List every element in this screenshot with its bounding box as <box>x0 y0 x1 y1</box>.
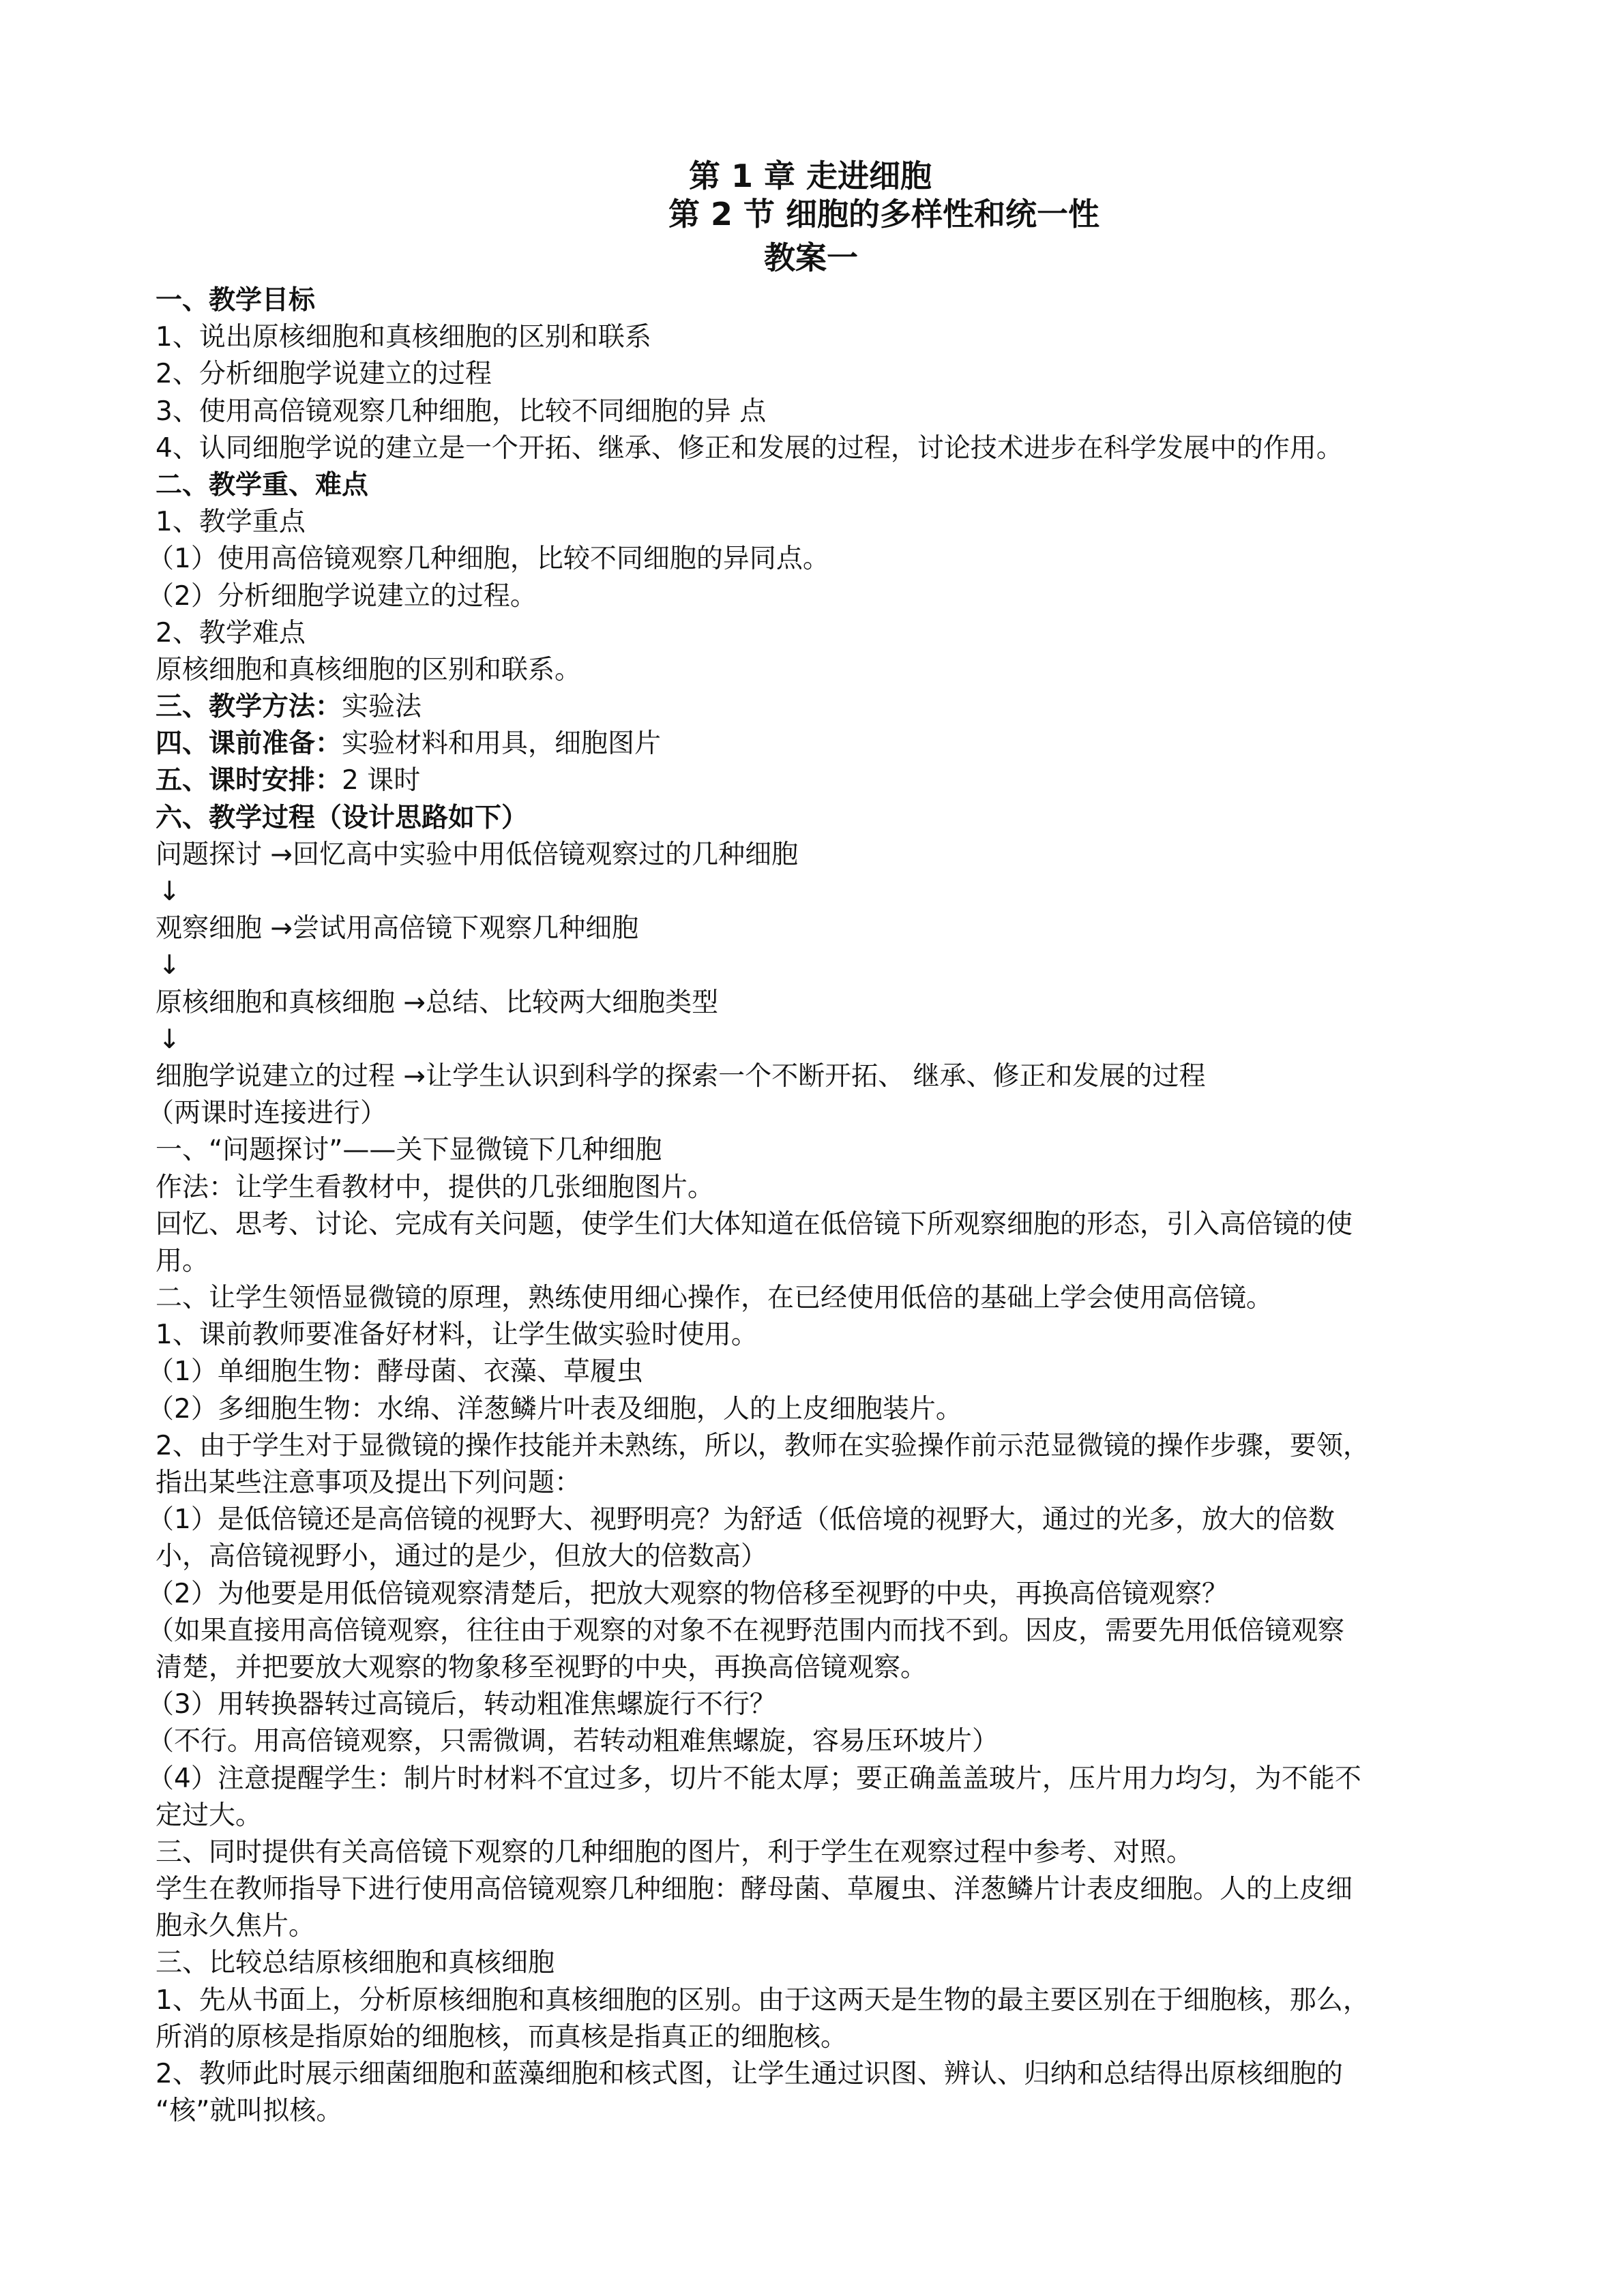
paragraph: 用。 <box>156 1245 209 1277</box>
document-body <box>147 282 1472 2130</box>
arrow-down-icon: ↓ <box>158 1024 181 1055</box>
goal-item: 3、使用高倍镜观察几种细胞，比较不同细胞的异 点 <box>156 396 767 427</box>
question: 定过大。 <box>156 1800 263 1831</box>
schedule-label: 五、课时安排： <box>156 765 342 796</box>
schedule-row <box>156 762 1472 799</box>
paragraph: 所消的原核是指原始的细胞核，而真核是指真正的细胞核。 <box>156 2021 848 2053</box>
heading-teaching-process: 六、教学过程（设计思路如下） <box>156 802 529 833</box>
schedule-value: 2 课时 <box>342 765 421 796</box>
flow-step: 问题探讨 →回忆高中实验中用低倍镜观察过的几种细胞 <box>156 839 799 870</box>
paragraph: 2、教师此时展示细菌细胞和蓝藻细胞和核式图，让学生通过识图、辨认、归纳和总结得出原核细胞的 <box>156 2059 1343 2089</box>
focus-item: （1）使用高倍镜观察几种细胞，比较不同细胞的异同点。 <box>147 543 829 575</box>
paragraph: 指出某些注意事项及提出下列问题： <box>156 1467 582 1498</box>
goal-item: 1、说出原核细胞和真核细胞的区别和联系 <box>156 322 651 353</box>
preparation-value: 实验材料和用具，细胞图片 <box>342 728 662 760</box>
question: （4）注意提醒学生：制片时材料不宜过多，切片不能太厚；要正确盖盖玻片，压片用力均匀，为不能不 <box>147 1763 1361 1794</box>
question: （2）为他要是用低倍镜观察清楚后，把放大观察的物倍移至视野的中央，再换高倍镜观察？ <box>147 1578 1228 1609</box>
paragraph: 胞永久焦片。 <box>156 1911 316 1942</box>
subheading-focus: 1、教学重点 <box>156 507 306 538</box>
section-title: 第 2 节 细胞的多样性和统一性 <box>668 196 1100 233</box>
paragraph: “核”就叫拟核。 <box>156 2096 343 2127</box>
paragraph: （两课时连接进行） <box>147 1098 387 1129</box>
subheading-difficulty: 2、教学难点 <box>156 617 306 648</box>
focus-item: （2）分析细胞学说建立的过程。 <box>147 580 537 612</box>
question: 小，高倍镜视野小，通过的是少，但放大的倍数高） <box>156 1541 768 1572</box>
question: （1）是低倍镜还是高倍镜的视野大、视野明亮？为舒适（低倍境的视野大，通过的光多，放大的倍数 <box>147 1504 1335 1536</box>
paragraph: 2、由于学生对于显微镜的操作技能并未熟练，所以，教师在实验操作前示范显微镜的操作步骤，要领， <box>156 1430 1370 1461</box>
answer: （不行。用高倍镜观察，只需微调，若转动粗难焦螺旋，容易压环坡片） <box>147 1726 999 1757</box>
flow-step: 原核细胞和真核细胞 →总结、比较两大细胞类型 <box>156 987 719 1018</box>
answer: 清楚，并把要放大观察的物象移至视野的中央，再换高倍镜观察。 <box>156 1652 928 1683</box>
teaching-method-value: 实验法 <box>342 691 422 723</box>
lesson-plan-title: 教案一 <box>764 239 858 276</box>
paragraph: 二、让学生领悟显微镜的原理，熟练使用细心操作，在已经使用低倍的基础上学会使用高倍镜。 <box>156 1283 1273 1314</box>
goal-item: 2、分析细胞学说建立的过程 <box>156 359 492 390</box>
paragraph: 1、先从书面上，分析原核细胞和真核细胞的区别。由于这两天是生物的最主要区别在于细胞核，那么， <box>156 1984 1370 2016</box>
paragraph: 三、同时提供有关高倍镜下观察的几种细胞的图片，利于学生在观察过程中参考、对照。 <box>156 1836 1194 1868</box>
paragraph: 三、比较总结原核细胞和真核细胞 <box>156 1948 555 1979</box>
paragraph: 1、课前教师要准备好材料，让学生做实验时使用。 <box>156 1320 758 1351</box>
difficulty-text: 原核细胞和真核细胞的区别和联系。 <box>156 654 582 685</box>
question: （3）用转换器转过高镜后，转动粗准焦螺旋行不行？ <box>147 1689 776 1720</box>
goal-item: 4、认同细胞学说的建立是一个开拓、继承、修正和发展的过程，讨论技术进步在科学发展中的作用。 <box>156 432 1343 464</box>
heading-key-points: 二、教学重、难点 <box>156 469 369 501</box>
flow-step: 观察细胞 →尝试用高倍镜下观察几种细胞 <box>156 913 639 944</box>
preparation-label: 四、课前准备： <box>156 728 342 760</box>
teaching-method-label: 三、教学方法： <box>156 691 342 723</box>
paragraph: 作法：让学生看教材中，提供的几张细胞图片。 <box>156 1172 715 1203</box>
chapter-title: 第 1 章 走进细胞 <box>689 158 932 194</box>
paragraph: （2）多细胞生物：水绵、洋葱鳞片叶表及细胞，人的上皮细胞装片。 <box>147 1393 962 1425</box>
paragraph: 学生在教师指导下进行使用高倍镜观察几种细胞：酵母菌、草履虫、洋葱鳞片计表皮细胞。人的上皮细 <box>156 1874 1353 1905</box>
paragraph: 一、“问题探讨”——关下显微镜下几种细胞 <box>156 1135 662 1166</box>
answer: （如果直接用高倍镜观察，往往由于观察的对象不在视野范围内而找不到。因皮，需要先用低倍镜观察 <box>147 1615 1345 1646</box>
teaching-method-row <box>156 689 1472 726</box>
arrow-down-icon: ↓ <box>158 950 181 981</box>
arrow-down-icon: ↓ <box>158 876 181 907</box>
paragraph: 回忆、思考、讨论、完成有关问题，使学生们大体知道在低倍镜下所观察细胞的形态，引入高倍镜的使 <box>156 1208 1353 1240</box>
heading-teaching-goals: 一、教学目标 <box>156 285 316 316</box>
flow-step: 细胞学说建立的过程 →让学生认识到科学的探索一个不断开拓、 继承、修正和发展的过程 <box>156 1060 1206 1092</box>
preparation-row <box>156 726 1472 762</box>
paragraph: （1）单细胞生物：酵母菌、衣藻、草履虫 <box>147 1356 643 1388</box>
